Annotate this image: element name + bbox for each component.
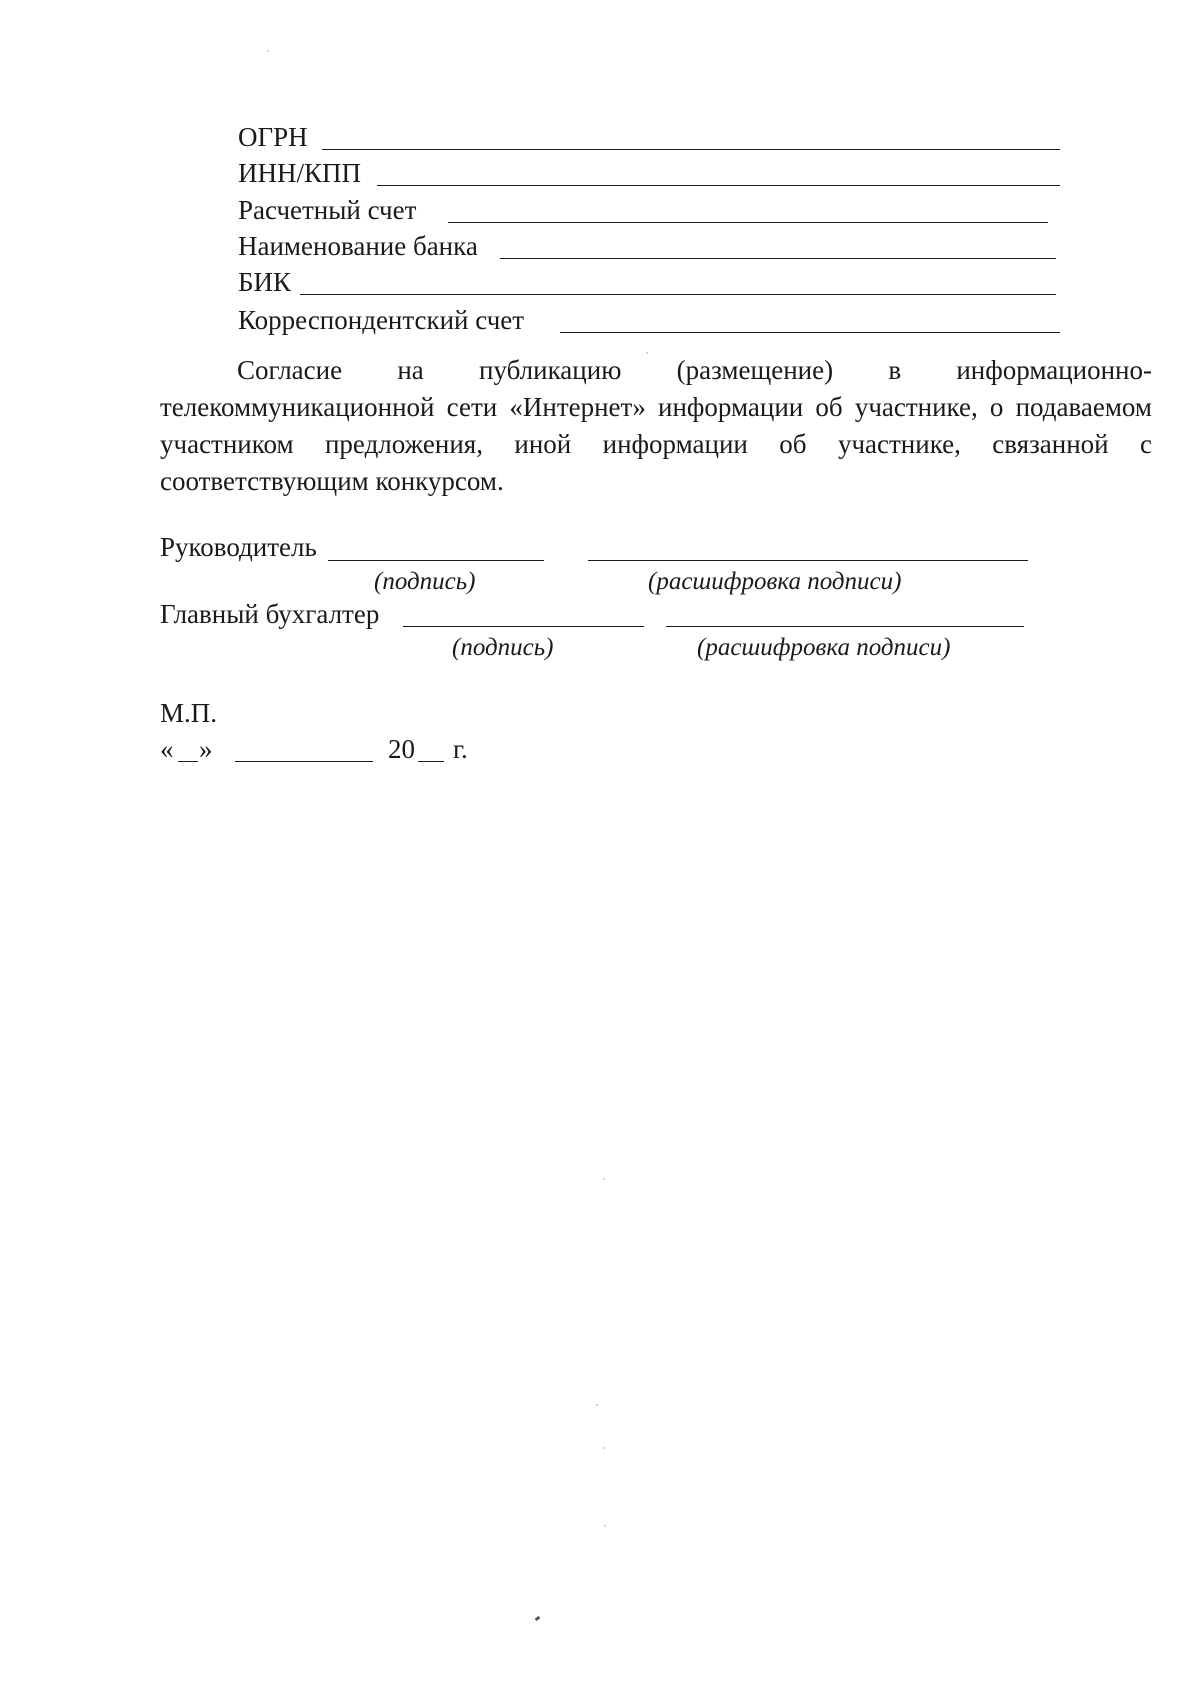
field-line-bank-name[interactable] xyxy=(500,258,1056,259)
field-line-inn-kpp[interactable] xyxy=(377,185,1060,186)
accountant-sign-caption: (подпись) xyxy=(452,634,554,661)
date-year-suffix: г. xyxy=(453,734,468,764)
scan-speck xyxy=(267,50,269,52)
head-sign-line[interactable] xyxy=(328,560,544,561)
scan-speck xyxy=(646,352,648,354)
field-label-inn-kpp: ИНН/КПП xyxy=(238,158,362,188)
date-year-line[interactable] xyxy=(418,761,444,762)
field-line-account[interactable] xyxy=(448,222,1048,223)
field-label-bank-name: Наименование банка xyxy=(238,231,478,261)
field-label-ogrn: ОГРН xyxy=(238,122,308,152)
field-line-bik[interactable] xyxy=(300,294,1056,295)
field-label-bik: БИК xyxy=(238,267,292,297)
accountant-decode-caption: (расшифровка подписи) xyxy=(697,634,951,661)
date-close-quote: » xyxy=(199,734,213,764)
scan-speck xyxy=(596,1404,598,1406)
consent-rest: телекоммуникационной сети «Интернет» информации об участнике, о подаваемом участником предложения, иной информации об участнике, связанной с соответствующим конкурсом. xyxy=(160,392,1152,496)
head-label: Руководитель xyxy=(160,532,317,562)
field-line-ogrn[interactable] xyxy=(322,149,1060,150)
scan-speck xyxy=(603,1447,605,1449)
consent-paragraph xyxy=(160,352,1152,500)
head-decode-caption: (расшифровка подписи) xyxy=(648,568,902,595)
date-day-line[interactable] xyxy=(178,761,198,762)
date-year-prefix: 20 xyxy=(388,734,415,764)
head-decode-line[interactable] xyxy=(588,560,1028,561)
accountant-decode-line[interactable] xyxy=(666,626,1024,627)
accountant-sign-line[interactable] xyxy=(403,626,644,627)
scan-mark xyxy=(535,1616,541,1621)
date-month-line[interactable] xyxy=(235,761,373,762)
field-line-corr-account[interactable] xyxy=(560,332,1060,333)
field-label-corr-account: Корреспондентский счет xyxy=(238,305,525,335)
stamp-label: М.П. xyxy=(160,698,218,728)
date-open-quote: « xyxy=(160,734,174,764)
scan-speck xyxy=(604,1525,606,1527)
accountant-label: Главный бухгалтер xyxy=(160,599,380,629)
field-label-account: Расчетный счет xyxy=(238,195,417,225)
consent-first-line: Согласие на публикацию (размещение) в информационно- xyxy=(237,355,1152,385)
head-sign-caption: (подпись) xyxy=(374,568,476,595)
scan-speck xyxy=(603,1178,605,1180)
